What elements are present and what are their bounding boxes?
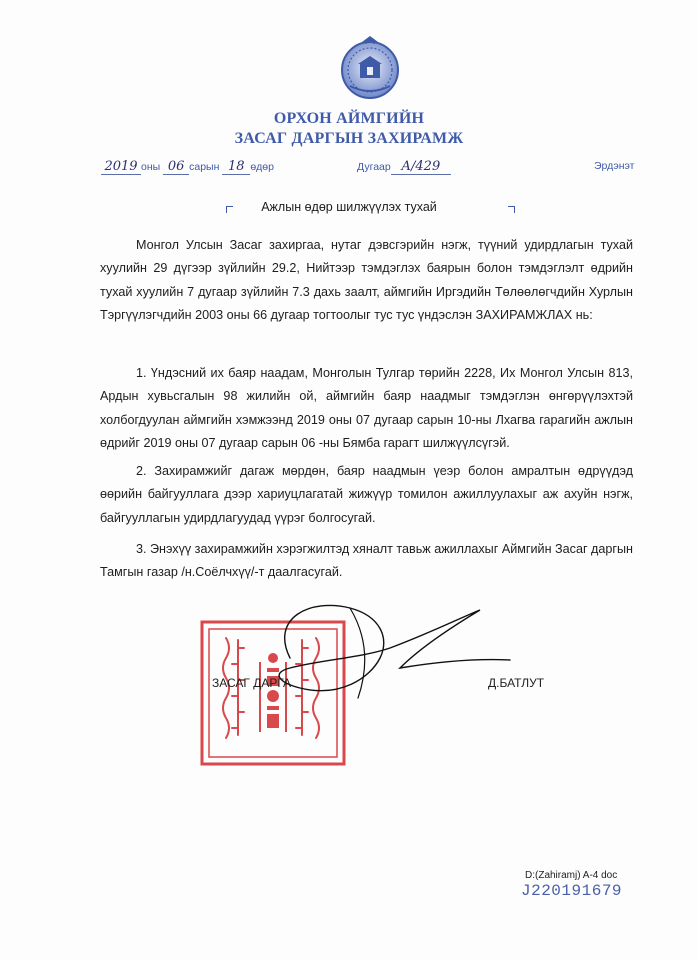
document-place: Эрдэнэт [594, 160, 635, 172]
date-day: 18 [222, 160, 250, 175]
document-reference: D:(Zahiramj) A-4 doc [525, 870, 618, 881]
date-year-suffix: оны [141, 161, 161, 173]
intro-paragraph: Монгол Улсын Засаг захиргаа, нутаг дэвсгэрийн нэгж, түүний удирдлагын тухай хуулийн 29 дүгээр зүйлийн 29.2, Нийтээр тэмдэглэх баярын болон тэмдэглэлт өдрийн тухай хуулийн 7 дугаар зүйлийн 7.3 дахь заалт, аймгийн Иргэдийн Төлөөлөгчдийн Хурлын Тэргүүлэгчдийн 2003 оны 66 дугаар тогтоолыг тус тус үндэслэн ЗАХИРАМЖЛАХ нь: [100, 238, 633, 322]
document-subject: Ажлын өдөр шилжүүлэх тухай [261, 200, 437, 214]
order-item-3: 3. Энэхүү захирамжийн хэрэгжилтэд хяналт тавьж ажиллахыг Аймгийн Засаг даргын Тамгын газар /н.Соёлчхүү/-т даалгасугай. [100, 542, 633, 580]
organization-name: ОРХОН АЙМГИЙН [273, 110, 425, 127]
document-number [357, 160, 451, 175]
signer-name: Д.БАТЛУТ [488, 676, 545, 690]
date-month: 06 [163, 160, 189, 175]
date-year: 2019 [101, 160, 141, 175]
order-item-1: 1. Үндэсний их баяр наадам, Монголын Тулгар төрийн 2228, Их Монгол Улсын 813, Ардын хувьсгалын 98 жилийн ой, аймгийн баяр наадмыг тэмдэглэн өнгөрүүлэхтэй холбогдуулан аймгийн хэмжээнд 2019 оны 07 дугаар сарын 10-ны Лхагва гарагийн ажлын өдрийг 2019 оны 07 дугаар сарын 06 -ны Бямба гарагт шилжүүлсүгэй. [100, 366, 633, 450]
document-serial-number: J220191679 [521, 882, 623, 900]
signer-title: ЗАСАГ ДАРГА [212, 676, 292, 690]
date-month-suffix: сарын [189, 161, 220, 173]
handwritten-signature [230, 588, 550, 708]
number-value: А/429 [391, 160, 451, 175]
state-emblem-icon [336, 34, 404, 102]
order-item-2: 2. Захирамжийг дагаж мөрдөн, баяр наадмын үеэр болон амралтын өдрүүдэд өөрийн байгууллага дээр хариуцлагатай жижүүр томилон ажиллуулахыг аж ахуйн нэгж, байгууллагын удирдлагуудад үүрэг болгосугай. [100, 464, 633, 525]
number-label: Дугаар [357, 161, 391, 173]
date-day-suffix: өдөр [250, 161, 274, 173]
document-type-title: ЗАСАГ ДАРГЫН ЗАХИРАМЖ [234, 130, 464, 147]
document-date [101, 160, 274, 175]
